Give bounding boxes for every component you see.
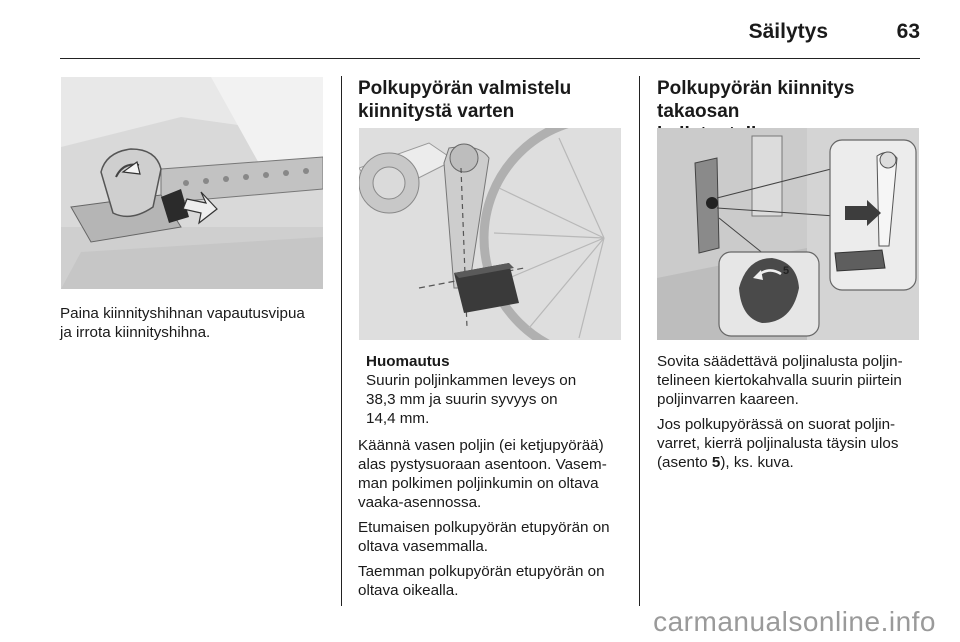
paragraph	[358, 436, 630, 512]
paragraph-line: Käännä vasen poljin (ei ketjupyörää)	[358, 437, 604, 454]
paragraph	[358, 562, 630, 600]
column-middle-body	[358, 352, 630, 606]
note-line: 38,3 mm ja suurin syvyys on	[366, 391, 558, 408]
column-divider-1	[341, 76, 342, 606]
pedal-holder-illustration	[657, 128, 919, 340]
column-left	[60, 304, 332, 348]
paragraph-line: vaaka-asennossa.	[358, 494, 482, 511]
strap-release-illustration	[61, 77, 323, 289]
paragraph	[657, 415, 929, 472]
page-header	[60, 14, 920, 58]
column-right-body	[657, 352, 929, 478]
paragraph-line: oltava oikealla.	[358, 582, 459, 599]
heading-line: kiinnitystä varten	[358, 101, 515, 122]
section-title: Säilytys	[748, 20, 828, 43]
header-rule	[60, 58, 920, 59]
paragraph-line: Etumaisen polkupyörän etupyörän on	[358, 519, 610, 536]
paragraph-line: Taemman polkupyörän etupyörän on	[358, 563, 605, 580]
line-suffix: ), ks. kuva.	[720, 454, 794, 471]
caption-line: ja irrota kiinnityshihna.	[60, 324, 211, 341]
paragraph-line: Jos polkupyörässä on suorat poljin-	[657, 416, 896, 433]
note-line: Suurin poljinkammen leveys on	[366, 372, 577, 389]
paragraph-line: man polkimen poljinkumin on oltava	[358, 475, 599, 492]
pedal-position-illustration	[359, 128, 621, 340]
paragraph-line: telineen kiertokahvalla suurin piirtein	[657, 372, 902, 389]
line-prefix: (asento	[657, 454, 712, 471]
paragraph-line: poljinvarren kaareen.	[657, 391, 799, 408]
paragraph-line: oltava vasemmalla.	[358, 538, 488, 555]
watermark: carmanualsonline.info	[653, 606, 936, 637]
column-divider-2	[639, 76, 640, 606]
caption-line: Paina kiinnityshihnan vapautusvipua	[60, 305, 305, 322]
paragraph-line	[657, 454, 794, 471]
strap-release-caption	[60, 304, 332, 342]
note-title: Huomautus	[366, 353, 450, 370]
position-number: 5	[711, 454, 721, 471]
section-heading	[358, 77, 628, 123]
figure-position-label: 5	[783, 265, 790, 277]
heading-line: Polkupyörän valmistelu	[358, 78, 572, 99]
paragraph-line: alas pystysuoraan asentoon. Vasem-	[358, 456, 607, 473]
note-box	[366, 352, 630, 428]
note-line: 14,4 mm.	[366, 410, 430, 427]
heading-line: Polkupyörän kiinnitys takaosan	[657, 78, 855, 122]
paragraph-line: Sovita säädettävä poljinalusta poljin-	[657, 353, 903, 370]
paragraph	[358, 518, 630, 556]
paragraph	[657, 352, 929, 409]
page-number: 63	[896, 20, 920, 43]
paragraph-line: varret, kierrä poljinalusta täysin ulos	[657, 435, 899, 452]
